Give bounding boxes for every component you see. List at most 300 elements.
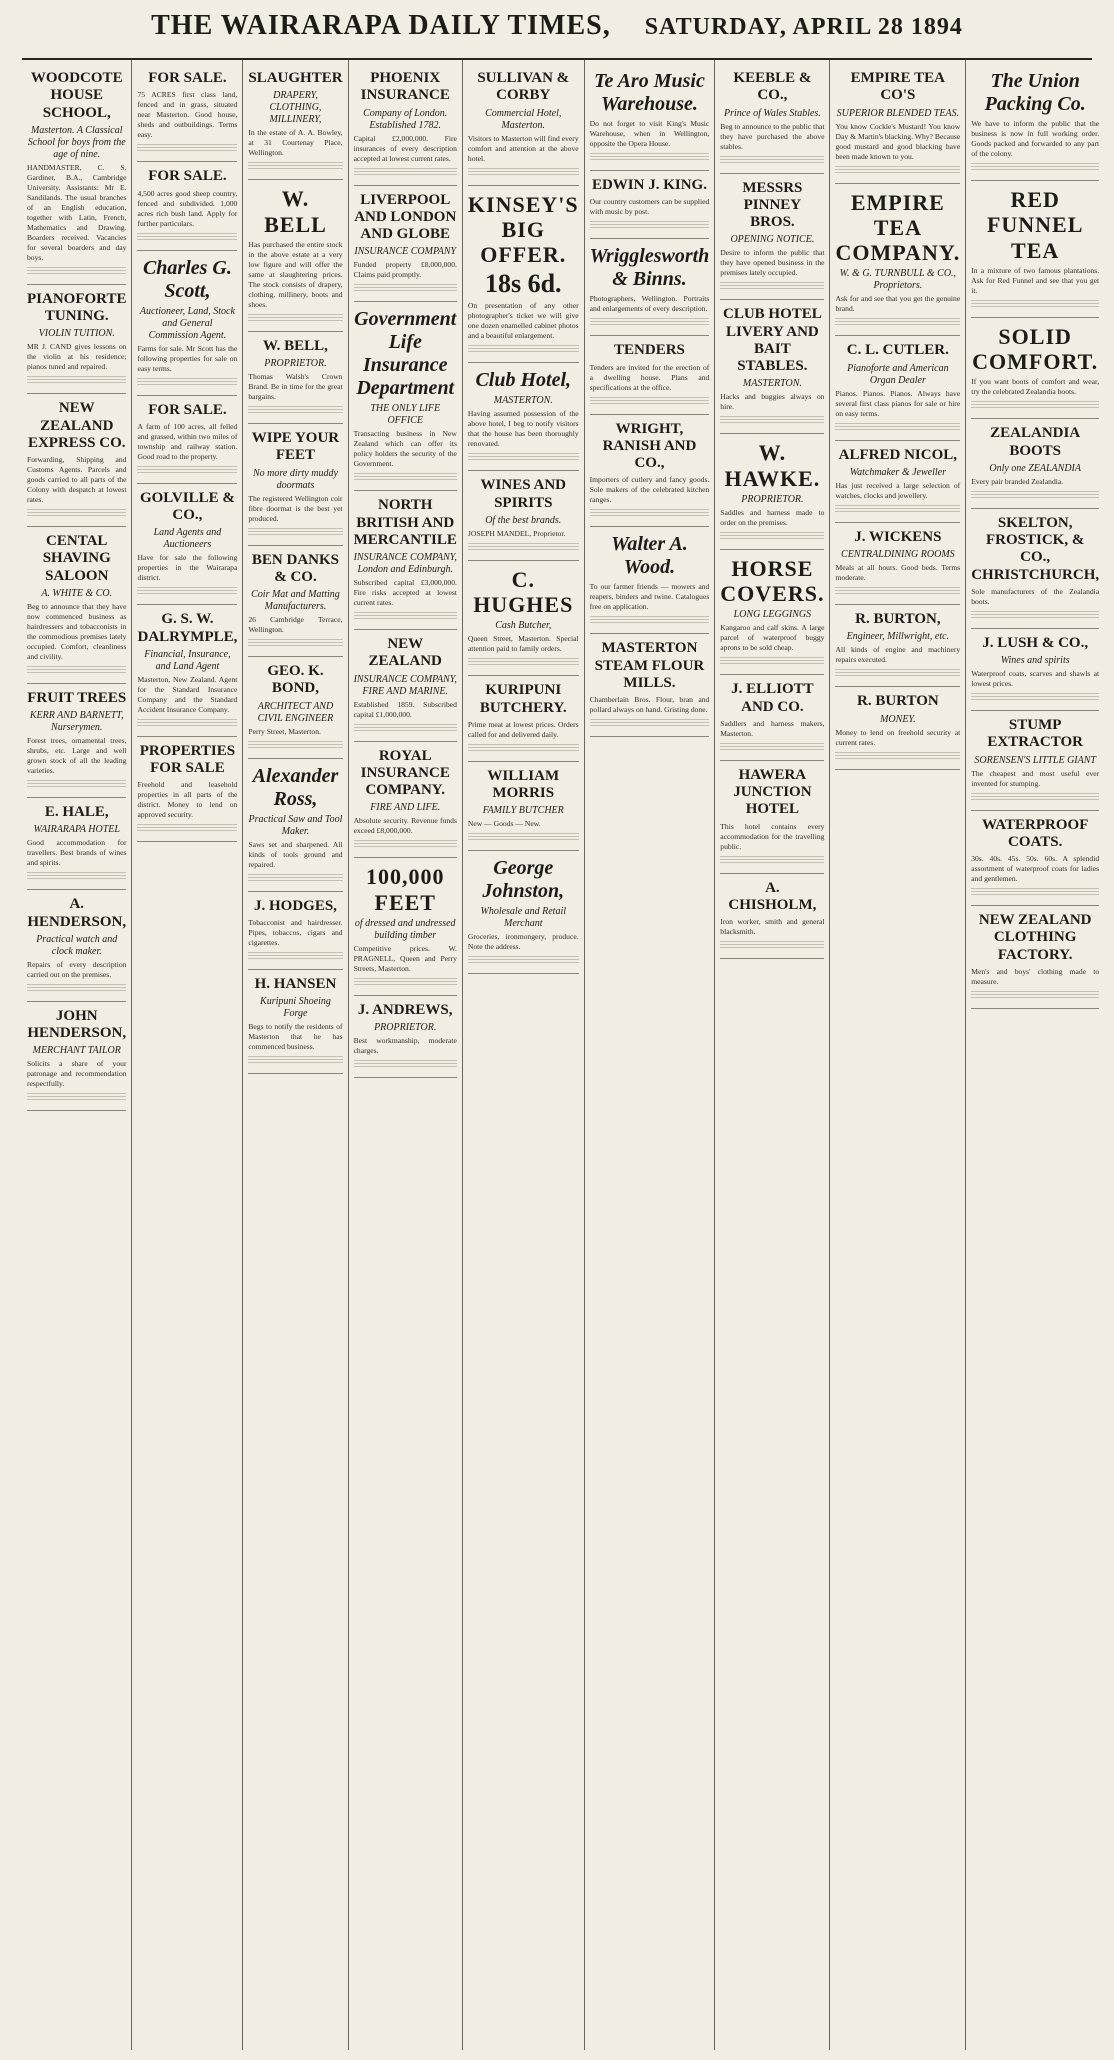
ad-body-text: 30s. 40s. 45s. 50s. 60s. A splendid assortment of waterproof coats for ladies and gentlemen. <box>971 854 1100 884</box>
ad-heading: C. HUGHES <box>473 566 574 618</box>
advertisement-alfred-nicol <box>835 441 960 523</box>
ad-heading: KINSEY'S BIG OFFER. <box>467 191 579 268</box>
ad-heading: EDWIN J. KING. <box>591 177 707 193</box>
ad-subheading: of dressed and undressed building timber <box>354 917 456 941</box>
advertisement-j-elliott-and-co <box>720 675 824 761</box>
small-print-lines <box>590 220 710 228</box>
ad-subheading: PROPRIETOR. <box>374 1022 437 1034</box>
advertisement-solid-comfort <box>971 318 1099 420</box>
ad-heading: ALFRED NICOL, <box>838 446 958 463</box>
advertisement-pianoforte-tuning <box>27 285 126 395</box>
ad-heading: 100,000 FEET <box>365 864 445 915</box>
ad-body-text: Visitors to Masterton will find every comfort and attention at the above hotel. <box>467 133 579 163</box>
advertisement-j-lush-co <box>971 629 1099 711</box>
ad-price: 18s 6d. <box>484 269 562 299</box>
columns <box>22 60 1100 2050</box>
ad-heading: CLUB HOTEL LIVERY AND BAIT STABLES. <box>723 306 822 374</box>
ad-heading: WINES AND SPIRITS <box>480 477 566 511</box>
advertisement-phoenix-insurance <box>354 64 457 186</box>
small-print-lines <box>971 299 1099 307</box>
ad-heading: WOODCOTE HOUSE SCHOOL, <box>30 70 123 121</box>
column-2 <box>132 60 243 2050</box>
small-print-lines <box>248 740 342 748</box>
advertisement-kinsey-s-big-offer <box>468 186 579 364</box>
ad-body-text: Solicits a share of your patronage and recommendation respectfully. <box>27 1059 127 1089</box>
ad-subheading: Commercial Hotel, Masterton. <box>485 107 562 131</box>
advertisement-c-hughes <box>468 561 579 677</box>
advertisement-john-henderson <box>27 1002 126 1112</box>
ad-subheading: SUPERIOR BLENDED TEAS. <box>836 107 960 119</box>
small-print-lines <box>835 751 960 759</box>
advertisement-new-zealand-express-co <box>27 394 126 527</box>
advertisement-r-burton <box>835 687 960 769</box>
small-print-lines <box>590 508 710 516</box>
ad-body-text: Hacks and buggies always on hire. <box>720 392 825 412</box>
ad-heading: WILLIAM MORRIS <box>487 767 560 802</box>
column-6 <box>585 60 716 2050</box>
ad-body-text: In a mixture of two famous plantations. Ask for Red Funnel and see that you get it. <box>971 265 1100 295</box>
advertisement-waterproof-coats <box>971 811 1099 907</box>
ad-body-text: Saws set and sharpened. All kinds of tools ground and repaired. <box>248 839 343 869</box>
ad-heading: SOLID COMFORT. <box>972 323 1099 375</box>
advertisement-north-british-and-mercantile <box>354 491 457 630</box>
ad-body-text: Having assumed possession of the above hotel, I beg to notify visitors that the house has been thoroughly renovated. <box>467 409 579 449</box>
small-print-lines <box>971 162 1099 170</box>
ad-body-text: In the estate of A. A. Bowley, at 31 Courtenay Place, Wellington. <box>248 128 343 158</box>
advertisement-kuripuni-butchery <box>468 676 579 762</box>
ad-subheading: Prince of Wales Stables. <box>723 107 821 119</box>
ad-heading: GEO. K. BOND, <box>267 663 324 697</box>
ad-heading: The Union Packing Co. <box>984 70 1086 115</box>
ad-body-text: Saddles and harness made to order on the premises. <box>720 507 825 527</box>
ad-subheading: Wines and spirits <box>1000 655 1070 667</box>
advertisement-red-funnel-tea <box>971 181 1099 318</box>
small-print-lines <box>27 375 126 383</box>
small-print-lines <box>137 143 237 151</box>
small-print-lines <box>248 313 342 321</box>
ad-subheading: Kuripuni Shoeing Forge <box>260 996 331 1020</box>
ad-subheading: ARCHITECT AND CIVIL ENGINEER <box>257 700 334 724</box>
advertisement-keeble-co <box>720 64 824 174</box>
advertisement-wrigglesworth-binns <box>590 239 710 336</box>
ad-body-text: Pianos. Pianos. Pianos. Always have several first class pianos for sale or hire on easy terms. <box>835 388 961 418</box>
small-print-lines <box>27 665 126 673</box>
small-print-lines <box>27 983 126 991</box>
ad-body-text: The registered Wellington coir fibre doormat is the best yet produced. <box>248 493 343 523</box>
ad-heading: CENTAL SHAVING SALOON <box>42 533 111 584</box>
advertisement-wright-ranish-and-co <box>590 415 710 528</box>
small-print-lines <box>354 977 457 985</box>
ad-heading: MESSRS PINNEY BROS. <box>742 179 803 230</box>
ad-body-text: Every pair branded Zealandia. <box>971 476 1064 486</box>
small-print-lines <box>468 657 579 665</box>
column-3 <box>243 60 348 2050</box>
ad-heading: SULLIVAN & CORBY <box>477 70 570 104</box>
ad-body-text: Beg to announce to the public that they have purchased the above stables. <box>720 121 825 151</box>
ad-body-text: 4,500 acres good sheep country, fenced and subdivided. 1,000 acres rich bush land. Apply for further particulars. <box>137 188 238 228</box>
small-print-lines <box>248 1055 342 1063</box>
ad-heading: A. HENDERSON, <box>27 896 127 930</box>
small-print-lines <box>354 723 457 731</box>
ad-body-text: Photographers, Wellington. Portraits and enlargements of every description. <box>589 294 710 314</box>
ad-subheading: Wholesale and Retail Merchant <box>480 906 567 930</box>
masthead <box>22 10 1092 60</box>
advertisement-wines-and-spirits <box>468 471 579 561</box>
ad-heading: FOR SALE. <box>148 70 227 86</box>
ad-body-text: Desire to inform the public that they have opened business in the premises lately occupied. <box>720 248 825 278</box>
ad-heading: SLAUGHTER <box>248 70 343 86</box>
ad-heading: PHOENIX INSURANCE <box>360 70 450 104</box>
advertisement-stump-extractor <box>971 711 1099 811</box>
advertisement-george-johnston <box>468 851 579 974</box>
ad-subheading: Coir Mat and Matting Manufacturers. <box>251 589 340 613</box>
small-print-lines <box>137 232 237 240</box>
advertisement-for-sale <box>137 162 237 250</box>
small-print-lines <box>248 161 342 169</box>
ad-heading: Walter A. Wood. <box>611 533 688 579</box>
ad-body-text: Iron worker, smith and general blacksmith. <box>720 917 825 937</box>
ad-body-text: Transacting business in New Zealand which can offer its policy holders the security of the Government. <box>353 429 457 469</box>
advertisement-walter-a-wood <box>590 527 710 634</box>
ad-subheading: No more dirty muddy doormats <box>253 467 338 491</box>
ad-subheading: Cash Butcher, <box>495 620 552 632</box>
small-print-lines <box>27 871 126 879</box>
small-print-lines <box>720 415 824 423</box>
small-print-lines <box>835 317 960 325</box>
advertisement-hawera-junction-hotel <box>720 761 824 874</box>
advertisement-government-life-insurance-department <box>354 302 457 491</box>
ad-heading: Wrigglesworth & Binns. <box>589 245 710 291</box>
advertisement-club-hotel <box>468 363 579 471</box>
ad-subheading: SORENSEN'S LITTLE GIANT <box>974 754 1096 766</box>
small-print-lines <box>354 611 457 619</box>
ad-body-text: Competitive prices. W. PRAGNELL, Queen and Perry Streets, Masterton. <box>353 943 457 973</box>
ad-subheading: LONG LEGGINGS <box>733 609 812 621</box>
masthead-date: SATURDAY, APRIL 28 1894 <box>644 14 963 40</box>
small-print-lines <box>248 405 342 413</box>
ad-subheading: PROPRIETOR. <box>741 493 804 505</box>
ad-subheading: VIOLIN TUITION. <box>38 328 115 340</box>
ad-heading: W. HAWKE. <box>724 440 821 491</box>
small-print-lines <box>468 344 579 352</box>
small-print-lines <box>720 155 824 163</box>
ad-body-text: Subscribed capital £3,000,000. Fire risks accepted at lowest current rates. <box>353 578 457 607</box>
ad-body-text: HANDMASTER, C. S. Gardiner, B.A., Cambridge University. Assistants: Mr E. Sandilands. The usual branches of an English education, together with Latin, French, Mathematics and Drawing. Boarders received. Vacancies for several boarders and day boys. <box>27 162 127 262</box>
small-print-lines <box>468 542 579 550</box>
advertisement-skelton-frostick-co-christchurch <box>971 509 1099 629</box>
advertisement-william-morris <box>468 762 579 852</box>
ad-subheading: MASTERTON. <box>493 395 553 407</box>
ad-heading: NEW ZEALAND CLOTHING FACTORY. <box>978 912 1092 963</box>
ad-heading: J. HODGES, <box>253 897 337 914</box>
ad-subheading: Watchmaker & Jeweller <box>849 466 946 478</box>
ad-body-text: Kangaroo and calf skins. A large parcel of waterproof buggy aprons to be sold cheap. <box>720 623 825 653</box>
small-print-lines <box>354 1059 457 1067</box>
advertisement-j-hodges <box>248 892 342 970</box>
ad-body-text: Farms for sale. Mr Scott has the following properties for sale on easy terms. <box>137 343 238 373</box>
ad-body-text: Groceries, ironmongery, produce. Note the address. <box>467 932 579 952</box>
ad-body-text: Repairs of every description carried out on the premises. <box>27 959 127 979</box>
ad-body-text: Do not forget to visit King's Music Warehouse, when in Wellington, opposite the Opera House. <box>589 119 710 148</box>
ad-subheading: THE ONLY LIFE OFFICE <box>370 403 441 427</box>
advertisement-tenders <box>590 336 710 414</box>
advertisement-alexander-ross <box>248 759 342 892</box>
small-print-lines <box>720 940 824 948</box>
advertisement-new-zealand <box>354 630 457 742</box>
advertisement-golville-co <box>137 484 237 606</box>
ad-heading: C. L. CUTLER. <box>846 342 949 359</box>
ad-heading: E. HALE, <box>44 804 109 820</box>
ad-body-text: Meals at all hours. Good beds. Terms moderate. <box>835 563 961 583</box>
ad-body-text: Masterton, New Zealand. Agent for the Standard Insurance Company and the Standard Accident Insurance Company. <box>137 674 238 714</box>
ad-body-text: Sole manufacturers of the Zealandia boots. <box>971 586 1100 606</box>
small-print-lines <box>971 610 1099 618</box>
ad-heading: J. LUSH & CO., <box>982 634 1089 651</box>
ad-heading: PIANOFORTE TUNING. <box>27 290 127 324</box>
small-print-lines <box>354 839 457 847</box>
ad-body-text: Has just received a large selection of watches, clocks and jewellery. <box>835 480 961 500</box>
ad-subheading: W. & G. TURNBULL & CO., Proprietors. <box>839 268 957 292</box>
ad-heading: Government Life Insurance Department <box>354 308 457 400</box>
ad-body-text: Capital £2,000,000. Fire insurances of every description accepted at lowest current rates. <box>353 133 457 163</box>
ad-body-text: Tenders are invited for the erection of a dwelling house. Plans and specifications at the office. <box>589 362 710 392</box>
ad-heading: FRUIT TREES <box>27 689 127 706</box>
advertisement-messrs-pinney-bros <box>720 174 824 301</box>
ad-heading: JOHN HENDERSON, <box>27 1007 127 1041</box>
column-1 <box>22 60 132 2050</box>
ad-heading: J. ANDREWS, <box>357 1001 453 1018</box>
ad-heading: W. BELL <box>264 186 327 237</box>
ad-subheading: INSURANCE COMPANY, London and Edinburgh. <box>353 552 457 575</box>
ad-heading: G. S. W. DALRYMPLE, <box>137 611 238 645</box>
advertisement-charles-g-scott <box>137 251 237 396</box>
ad-subheading: MONEY. <box>880 713 916 725</box>
ad-heading: ROYAL INSURANCE COMPANY. <box>360 747 450 798</box>
ad-subheading: Company of London. Established 1782. <box>363 107 448 131</box>
advertisement-te-aro-music-warehouse <box>590 64 710 171</box>
ad-subheading: INSURANCE COMPANY <box>354 246 457 258</box>
small-print-lines <box>354 167 457 175</box>
small-print-lines <box>835 668 960 676</box>
ad-heading: J. ELLIOTT AND CO. <box>731 681 814 715</box>
small-print-lines <box>137 465 237 473</box>
column-7 <box>715 60 830 2050</box>
column-8 <box>830 60 966 2050</box>
ad-body-text: JOSEPH MANDEL, Proprietor. <box>467 528 566 538</box>
ad-subheading: Practical Saw and Tool Maker. <box>248 813 343 837</box>
ad-heading: TENDERS <box>614 342 685 359</box>
advertisement-fruit-trees <box>27 684 126 798</box>
ad-heading: FOR SALE. <box>148 401 227 418</box>
ad-body-text: Saddlers and harness makers, Masterton. <box>720 718 825 738</box>
advertisement-club-hotel-livery-and-bait-stables <box>720 300 824 434</box>
ad-subheading: Pianoforte and American Organ Dealer <box>847 362 949 386</box>
ad-subheading: Masterton. A Classical School for boys from the age of nine. <box>27 124 126 160</box>
ad-heading: KURIPUNI BUTCHERY. <box>479 682 567 716</box>
small-print-lines <box>468 955 579 963</box>
small-print-lines <box>590 317 710 325</box>
ad-heading: GOLVILLE & CO., <box>139 489 235 523</box>
ad-heading: NORTH BRITISH AND MERCANTILE <box>353 497 457 548</box>
ad-subheading: MASTERTON. <box>742 378 802 390</box>
ad-body-text: Absolute security. Revenue funds exceed £8,000,000. <box>353 816 457 836</box>
advertisement-wipe-your-feet <box>248 424 342 546</box>
small-print-lines <box>720 742 824 750</box>
ad-body-text: Begs to notify the residents of Masterton that he has commenced business. <box>248 1022 343 1052</box>
ad-heading: WRIGHT, RANISH AND CO., <box>602 420 697 471</box>
ad-body-text: Forest trees, ornamental trees, shrubs, etc. Large and well grown stock of all the leading varieties. <box>27 736 127 775</box>
ad-body-text: This hotel contains every accommodation for the travelling public. <box>720 821 825 851</box>
ad-heading: HORSE COVERS. <box>720 555 825 607</box>
ad-body-text: All kinds of engine and machinery repairs executed. <box>835 645 961 665</box>
ad-body-text: Best workmanship, moderate charges. <box>353 1036 457 1056</box>
ad-body-text: Importers of cutlery and fancy goods. Sole makers of the celebrated kitchen ranges. <box>589 475 710 505</box>
ad-subheading: Financial, Insurance, and Land Agent <box>144 648 231 672</box>
ad-subheading: Practical watch and clock maker. <box>36 933 118 957</box>
advertisement-c-l-cutler <box>835 336 960 440</box>
small-print-lines <box>354 283 457 291</box>
advertisement-r-burton <box>835 605 960 687</box>
advertisement-a-henderson <box>27 890 126 1002</box>
small-print-lines <box>27 508 126 516</box>
small-print-lines <box>27 779 126 787</box>
ad-subheading: INSURANCE COMPANY, FIRE AND MARINE. <box>353 673 457 697</box>
ad-heading: A. CHISHOLM, <box>728 879 817 913</box>
small-print-lines <box>590 718 710 726</box>
ad-heading: KEEBLE & CO., <box>733 70 812 104</box>
advertisement-new-zealand-clothing-factory <box>971 906 1099 1009</box>
ad-body-text: Prime meat at lowest prices. Orders called for and delivered daily. <box>467 719 579 739</box>
advertisement-for-sale <box>137 64 237 162</box>
small-print-lines <box>137 586 237 594</box>
ad-heading: STUMP EXTRACTOR <box>987 717 1083 751</box>
ad-body-text: 26 Cambridge Terrace, Wellington. <box>248 615 343 635</box>
small-print-lines <box>971 792 1099 800</box>
advertisement-w-hawke <box>720 434 824 550</box>
ad-heading: J. WICKENS <box>854 528 942 545</box>
small-print-lines <box>590 615 710 623</box>
advertisement-royal-insurance-company <box>354 742 457 859</box>
advertisement-w-bell <box>248 180 342 332</box>
column-4 <box>349 60 463 2050</box>
ad-heading: SKELTON, FROSTICK, & CO., CHRISTCHURCH, <box>971 514 1100 583</box>
small-print-lines <box>720 281 824 289</box>
small-print-lines <box>971 692 1099 700</box>
ad-heading: BEN DANKS & CO. <box>251 551 340 585</box>
small-print-lines <box>720 531 824 539</box>
ad-body-text: Good accommodation for travellers. Best brands of wines and spirits. <box>27 838 127 868</box>
ad-body-text: Men's and boys' clothing made to measure. <box>971 966 1100 986</box>
ad-heading: W. BELL, <box>263 337 328 354</box>
ad-subheading: A. WHITE & CO. <box>41 587 113 599</box>
advertisement-the-union-packing-co <box>971 64 1099 181</box>
ad-body-text: New — Goods — New. <box>467 819 541 829</box>
ad-heading: WIPE YOUR FEET <box>251 430 340 464</box>
ad-body-text: Money to lend on freehold security at current rates. <box>835 727 961 747</box>
small-print-lines <box>248 873 342 881</box>
advertisement-edwin-j-king <box>590 171 710 239</box>
advertisement-100-000-feet <box>354 858 457 996</box>
small-print-lines <box>468 167 579 175</box>
small-print-lines <box>137 823 237 831</box>
small-print-lines <box>137 377 237 385</box>
small-print-lines <box>27 1092 126 1100</box>
ad-heading: Alexander Ross, <box>252 764 339 810</box>
advertisement-woodcote-house-school <box>27 64 126 285</box>
advertisement-empire-tea-company <box>835 184 960 337</box>
small-print-lines <box>27 266 126 274</box>
ad-heading: MASTERTON STEAM FLOUR MILLS. <box>594 640 705 691</box>
advertisement-horse-covers <box>720 550 824 676</box>
small-print-lines <box>354 472 457 480</box>
advertisement-cental-shaving-saloon <box>27 527 126 684</box>
ad-heading: FOR SALE. <box>148 168 227 185</box>
small-print-lines <box>971 400 1099 408</box>
advertisement-masterton-steam-flour-mills <box>590 634 710 737</box>
ad-heading: NEW ZEALAND <box>368 636 442 670</box>
advertisement-h-hansen <box>248 970 342 1074</box>
ad-body-text: Has purchased the entire stock in the above estate at a very low figure and will offer the same at slaughtering prices. The stock consists of drapery, clothing, millinery, boots and shoes. <box>248 239 343 309</box>
ad-heading: LIVERPOOL AND LONDON AND GLOBE <box>354 191 457 242</box>
ad-body-text: Thomas Walsh's Crown Brand. Be in time for the great bargains. <box>248 372 343 402</box>
small-print-lines <box>971 990 1099 998</box>
ad-subheading: Engineer, Millwright, etc. <box>846 631 950 643</box>
ad-body-text: Our country customers can be supplied with music by post. <box>589 197 710 217</box>
ad-body-text: If you want boots of comfort and wear, try the celebrated Zealandia boots. <box>971 377 1100 397</box>
advertisement-e-hale <box>27 798 126 890</box>
small-print-lines <box>971 887 1099 895</box>
advertisement-liverpool-and-london-and-globe <box>354 186 457 303</box>
ad-body-text: Waterproof coats, scarves and shawls at lowest prices. <box>971 669 1100 689</box>
small-print-lines <box>590 152 710 160</box>
ad-subheading: FIRE AND LIFE. <box>370 802 441 814</box>
ad-heading: NEW ZEALAND EXPRESS CO. <box>27 400 126 451</box>
ad-subheading: PROPRIETOR. <box>264 358 327 370</box>
ad-subheading: OPENING NOTICE. <box>730 234 815 246</box>
ad-heading: HAWERA JUNCTION HOTEL <box>733 766 812 818</box>
advertisement-g-s-w-dalrymple <box>137 605 237 737</box>
advertisement-empire-tea-co-s <box>835 64 960 184</box>
ad-subheading: CENTRALDINING ROOMS <box>841 549 955 561</box>
small-print-lines <box>468 452 579 460</box>
ad-heading: EMPIRE TEA CO'S <box>850 70 945 104</box>
small-print-lines <box>248 951 342 959</box>
ad-heading: ZEALANDIA BOOTS <box>990 425 1081 459</box>
advertisement-zealandia-boots <box>971 419 1099 509</box>
ad-heading: Club Hotel, <box>475 369 572 392</box>
ad-body-text: A farm of 100 acres, all felled and grassed, within two miles of township and railway station. Good road to the property. <box>137 421 238 461</box>
ad-subheading: FAMILY BUTCHER <box>482 805 564 817</box>
ad-body-text: We have to inform the public that the business is now in full working order. Goods packed and forwarded to any part of the colony. <box>971 119 1100 158</box>
ad-body-text: Forwarding, Shipping and Customs Agents. Parcels and goods carried to all parts of the Colony with despatch at lowest rates. <box>27 455 127 504</box>
advertisement-geo-k-bond <box>248 657 342 759</box>
ad-body-text: Beg to announce that they have now commenced business as hairdressers and tobacconists in the commodious premises lately occupied. Comfort, cleanliness and civility. <box>27 601 127 661</box>
advertisement-j-wickens <box>835 523 960 605</box>
small-print-lines <box>590 396 710 404</box>
ad-body-text: To our farmer friends — mowers and reapers, binders and twine. Catalogues free on application. <box>589 582 710 612</box>
ad-body-text: Ask for and see that you get the genuine brand. <box>835 294 961 314</box>
small-print-lines <box>835 504 960 512</box>
ad-subheading: Land Agents and Auctioneers <box>153 527 222 551</box>
ad-body-text: On presentation of any other photographer's ticket we will give one dozen enamelled cabinet photos and a beautiful enlargement. <box>467 301 579 341</box>
ad-subheading: DRAPERY, CLOTHING, MILLINERY, <box>269 90 322 126</box>
ad-heading: R. BURTON <box>856 693 939 710</box>
ad-body-text: You know Cockle's Mustard! You know Day & Martin's blacking. Why? Because good mustard and good blacking have been made known to you. <box>835 121 961 161</box>
ad-body-text: Established 1859. Subscribed capital £1,000,000. <box>353 699 457 719</box>
ad-body-text: The cheapest and most useful ever invented for stumping. <box>971 768 1100 788</box>
ad-body-text: Chamberlain Bros. Flour, bran and pollard always on hand. Gristing done. <box>589 695 710 714</box>
small-print-lines <box>971 490 1099 498</box>
